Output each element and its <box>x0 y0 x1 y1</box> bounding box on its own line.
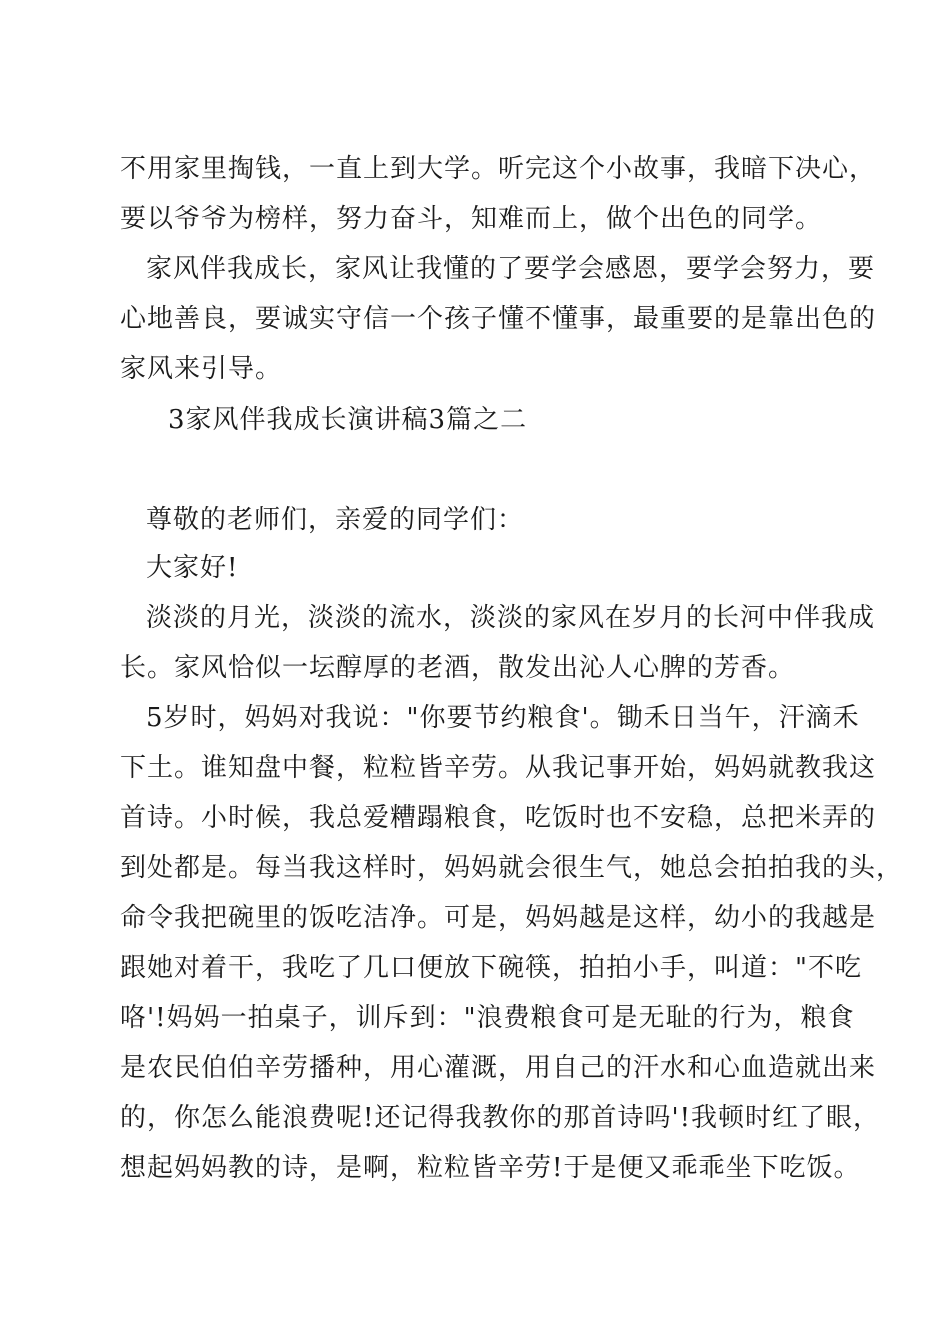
paragraph-first-line: 淡淡的月光，淡淡的流水，淡淡的家风在岁月的长河中伴我成 <box>146 603 876 633</box>
paragraph-first-line: 家风伴我成长，家风让我懂的了要学会感恩，要学会努力，要 <box>146 254 876 284</box>
paragraph-first-line: 5岁时，妈妈对我说："你要节约粮食'。锄禾日当午，汗滴禾 <box>146 703 860 733</box>
text-line: 是农民伯伯辛劳播种，用心灌溉，用自己的汗水和心血造就出来 <box>120 1053 877 1083</box>
text-line: 家风来引导。 <box>120 354 283 384</box>
text-line: 咯'!妈妈一拍桌子，训斥到："浪费粮食可是无耻的行为，粮食 <box>120 1003 855 1033</box>
text-line: 首诗。小时候，我总爱糟蹋粮食，吃饭时也不安稳，总把米弄的 <box>120 803 877 833</box>
text-line: 心地善良，要诚实守信一个孩子懂不懂事，最重要的是靠出色的 <box>120 304 877 334</box>
salutation: 尊敬的老师们，亲爱的同学们： <box>146 505 525 535</box>
text-line: 要以爷爷为榜样，努力奋斗，知难而上，做个出色的同学。 <box>120 204 823 234</box>
text-line: 想起妈妈教的诗，是啊，粒粒皆辛劳!于是便又乖乖坐下吃饭。 <box>120 1153 861 1183</box>
text-line: 到处都是。每当我这样时，妈妈就会很生气，她总会拍拍我的头， <box>120 853 904 883</box>
text-line: 命令我把碗里的饭吃洁净。可是，妈妈越是这样，幼小的我越是 <box>120 903 877 933</box>
section-heading: 3家风伴我成长演讲稿3篇之二 <box>168 405 528 435</box>
text-line: 长。家风恰似一坛醇厚的老酒，散发出沁人心脾的芳香。 <box>120 653 796 683</box>
text-line: 跟她对着干，我吃了几口便放下碗筷，拍拍小手，叫道："不吃 <box>120 953 862 983</box>
text-line: 下土。谁知盘中餐，粒粒皆辛劳。从我记事开始，妈妈就教我这 <box>120 753 877 783</box>
text-line: 的，你怎么能浪费呢!还记得我教你的那首诗吗'!我顿时红了眼， <box>120 1103 881 1133</box>
text-line: 不用家里掏钱，一直上到大学。听完这个小故事，我暗下决心， <box>120 154 877 184</box>
greeting: 大家好! <box>146 553 239 583</box>
